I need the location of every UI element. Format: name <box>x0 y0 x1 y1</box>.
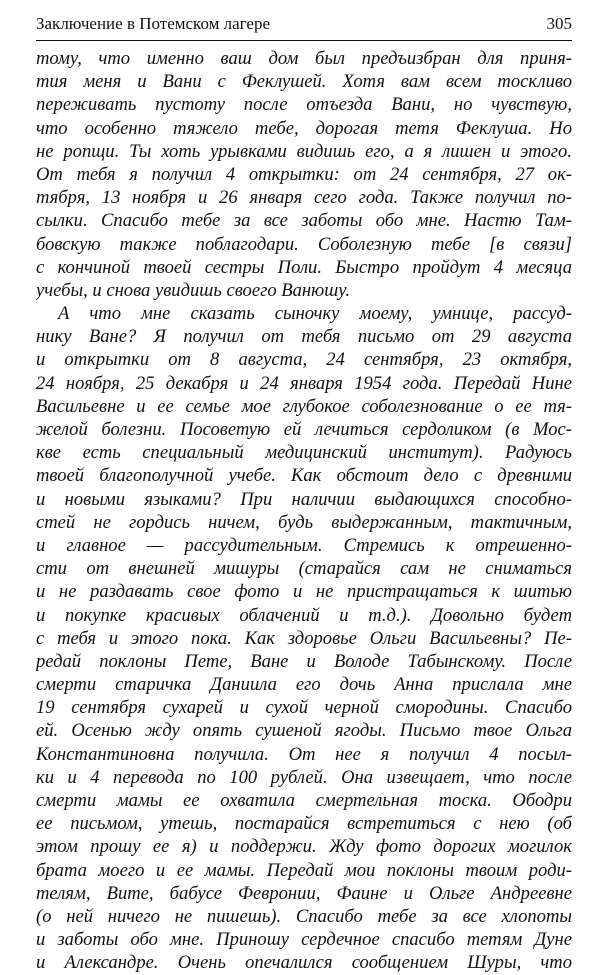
text-line: и главное — рассудительным. Стремись к отрешенно- <box>36 534 572 556</box>
text-line: нику Ване? Я получил от тебя письмо от 29 августа <box>36 326 572 348</box>
text-line: ки и 4 перевода по 100 рублей. Она извещает, что после <box>36 766 572 788</box>
text-line: твоей благополучной учебе. Как обстоит дело с древними <box>36 465 572 487</box>
paragraph-first-line: А что мне сказать сыночку моему, умнице, рассуд- <box>58 303 572 325</box>
text-line: телям, Вите, бабусе Февронии, Фаине и Ольге Андреевне <box>36 882 572 904</box>
text-line: тября, 13 ноября и 26 января сего года. Также получил по- <box>36 187 572 209</box>
text-line: стей не гордись ничем, будь выдержанным, тактичным, <box>36 511 572 533</box>
book-page <box>36 14 572 975</box>
letter-text <box>36 47 572 975</box>
text-line: брата моего и ее мамы. Передай мои поклоны твоим роди- <box>36 859 572 881</box>
text-line: бовскую также поблагодари. Соболезную тебе [в связи] <box>36 233 572 255</box>
text-line: и покупке красивых облачений и т.д.). Довольно будет <box>36 604 572 626</box>
running-title: Заключение в Потемском лагере <box>36 14 270 33</box>
text-line: Константиновна получила. От нее я получил 4 посыл- <box>36 743 572 765</box>
text-line: сти от внешней мишуры (старайся сам не сниматься <box>36 558 572 580</box>
text-line: переживать пустоту после отъезда Вани, но чувствую, <box>36 94 572 116</box>
text-line: сылки. Спасибо тебе за все заботы обо мне. Настю Там- <box>36 210 572 232</box>
text-line: и открытки от 8 августа, 24 сентября, 23 октября, <box>36 349 572 371</box>
text-line: и Александре. Очень опечалился сообщением Шуры, что <box>36 952 572 974</box>
page-number: 305 <box>546 14 572 33</box>
text-line: кве есть специальный медицинский институт). Радуюсь <box>36 442 572 464</box>
text-line: смерти мамы ее охватила смертельная тоска. Ободри <box>36 790 572 811</box>
text-line: смерти старичка Даниила его дочь Анна прислала мне <box>36 674 572 696</box>
text-line: и заботы обо мне. Приношу сердечное спасибо тетям Дуне <box>36 929 572 951</box>
text-line: тия меня и Вани с Феклушей. Хотя вам всем тоскливо <box>36 71 572 93</box>
text-line: с кончиной твоей сестры Поли. Быстро пройдут 4 месяца <box>36 256 572 278</box>
text-line: 19 сентября сухарей и сухой черной смородины. Спасибо <box>36 697 572 719</box>
text-line: что особенно тяжело тебе, дорогая тетя Феклуша. Но <box>36 117 572 139</box>
text-line: 24 ноября, 25 декабря и 24 января 1954 года. Передай Нине <box>36 372 572 394</box>
text-line: (о ней ничего не пишешь). Спасибо тебе за все хлопоты <box>36 905 572 927</box>
text-line: От тебя я получил 4 открытки: от 24 сентября, 27 ок- <box>36 163 572 185</box>
text-line: ее письмом, утешь, постарайся встретиться с нею (об <box>36 813 572 835</box>
text-line: и не раздавать свое фото и не пристращаться к шитью <box>36 581 572 603</box>
paragraph-last-line: учебы, и снова увидишь своего Ванюшу. <box>36 279 351 301</box>
text-line: редай поклоны Пете, Ване и Володе Табынскому. После <box>36 650 572 672</box>
running-header <box>36 14 572 41</box>
text-line: тому, что именно ваш дом был предъизбран для приня- <box>36 48 572 69</box>
text-line: ей. Осенью жду опять сушеной ягоды. Письмо твое Ольга <box>36 720 572 742</box>
text-line: желой болезни. Посоветую ей лечиться сердоликом (в Мос- <box>36 419 572 440</box>
text-line: и новыми языками? При наличии выдающихся способно- <box>36 488 572 510</box>
text-line: с тебя и этого пока. Как здоровье Ольги Васильевны? Пе- <box>36 627 572 649</box>
text-line: не ропщи. Ты хоть урывками видишь его, а я лишен и этого. <box>36 140 572 162</box>
text-line: этом прошу ее я) и поддержи. Жду фото дорогих могилок <box>36 836 572 858</box>
text-line: Васильевне и ее семье мое глубокое соболезнование о ее тя- <box>36 395 572 417</box>
